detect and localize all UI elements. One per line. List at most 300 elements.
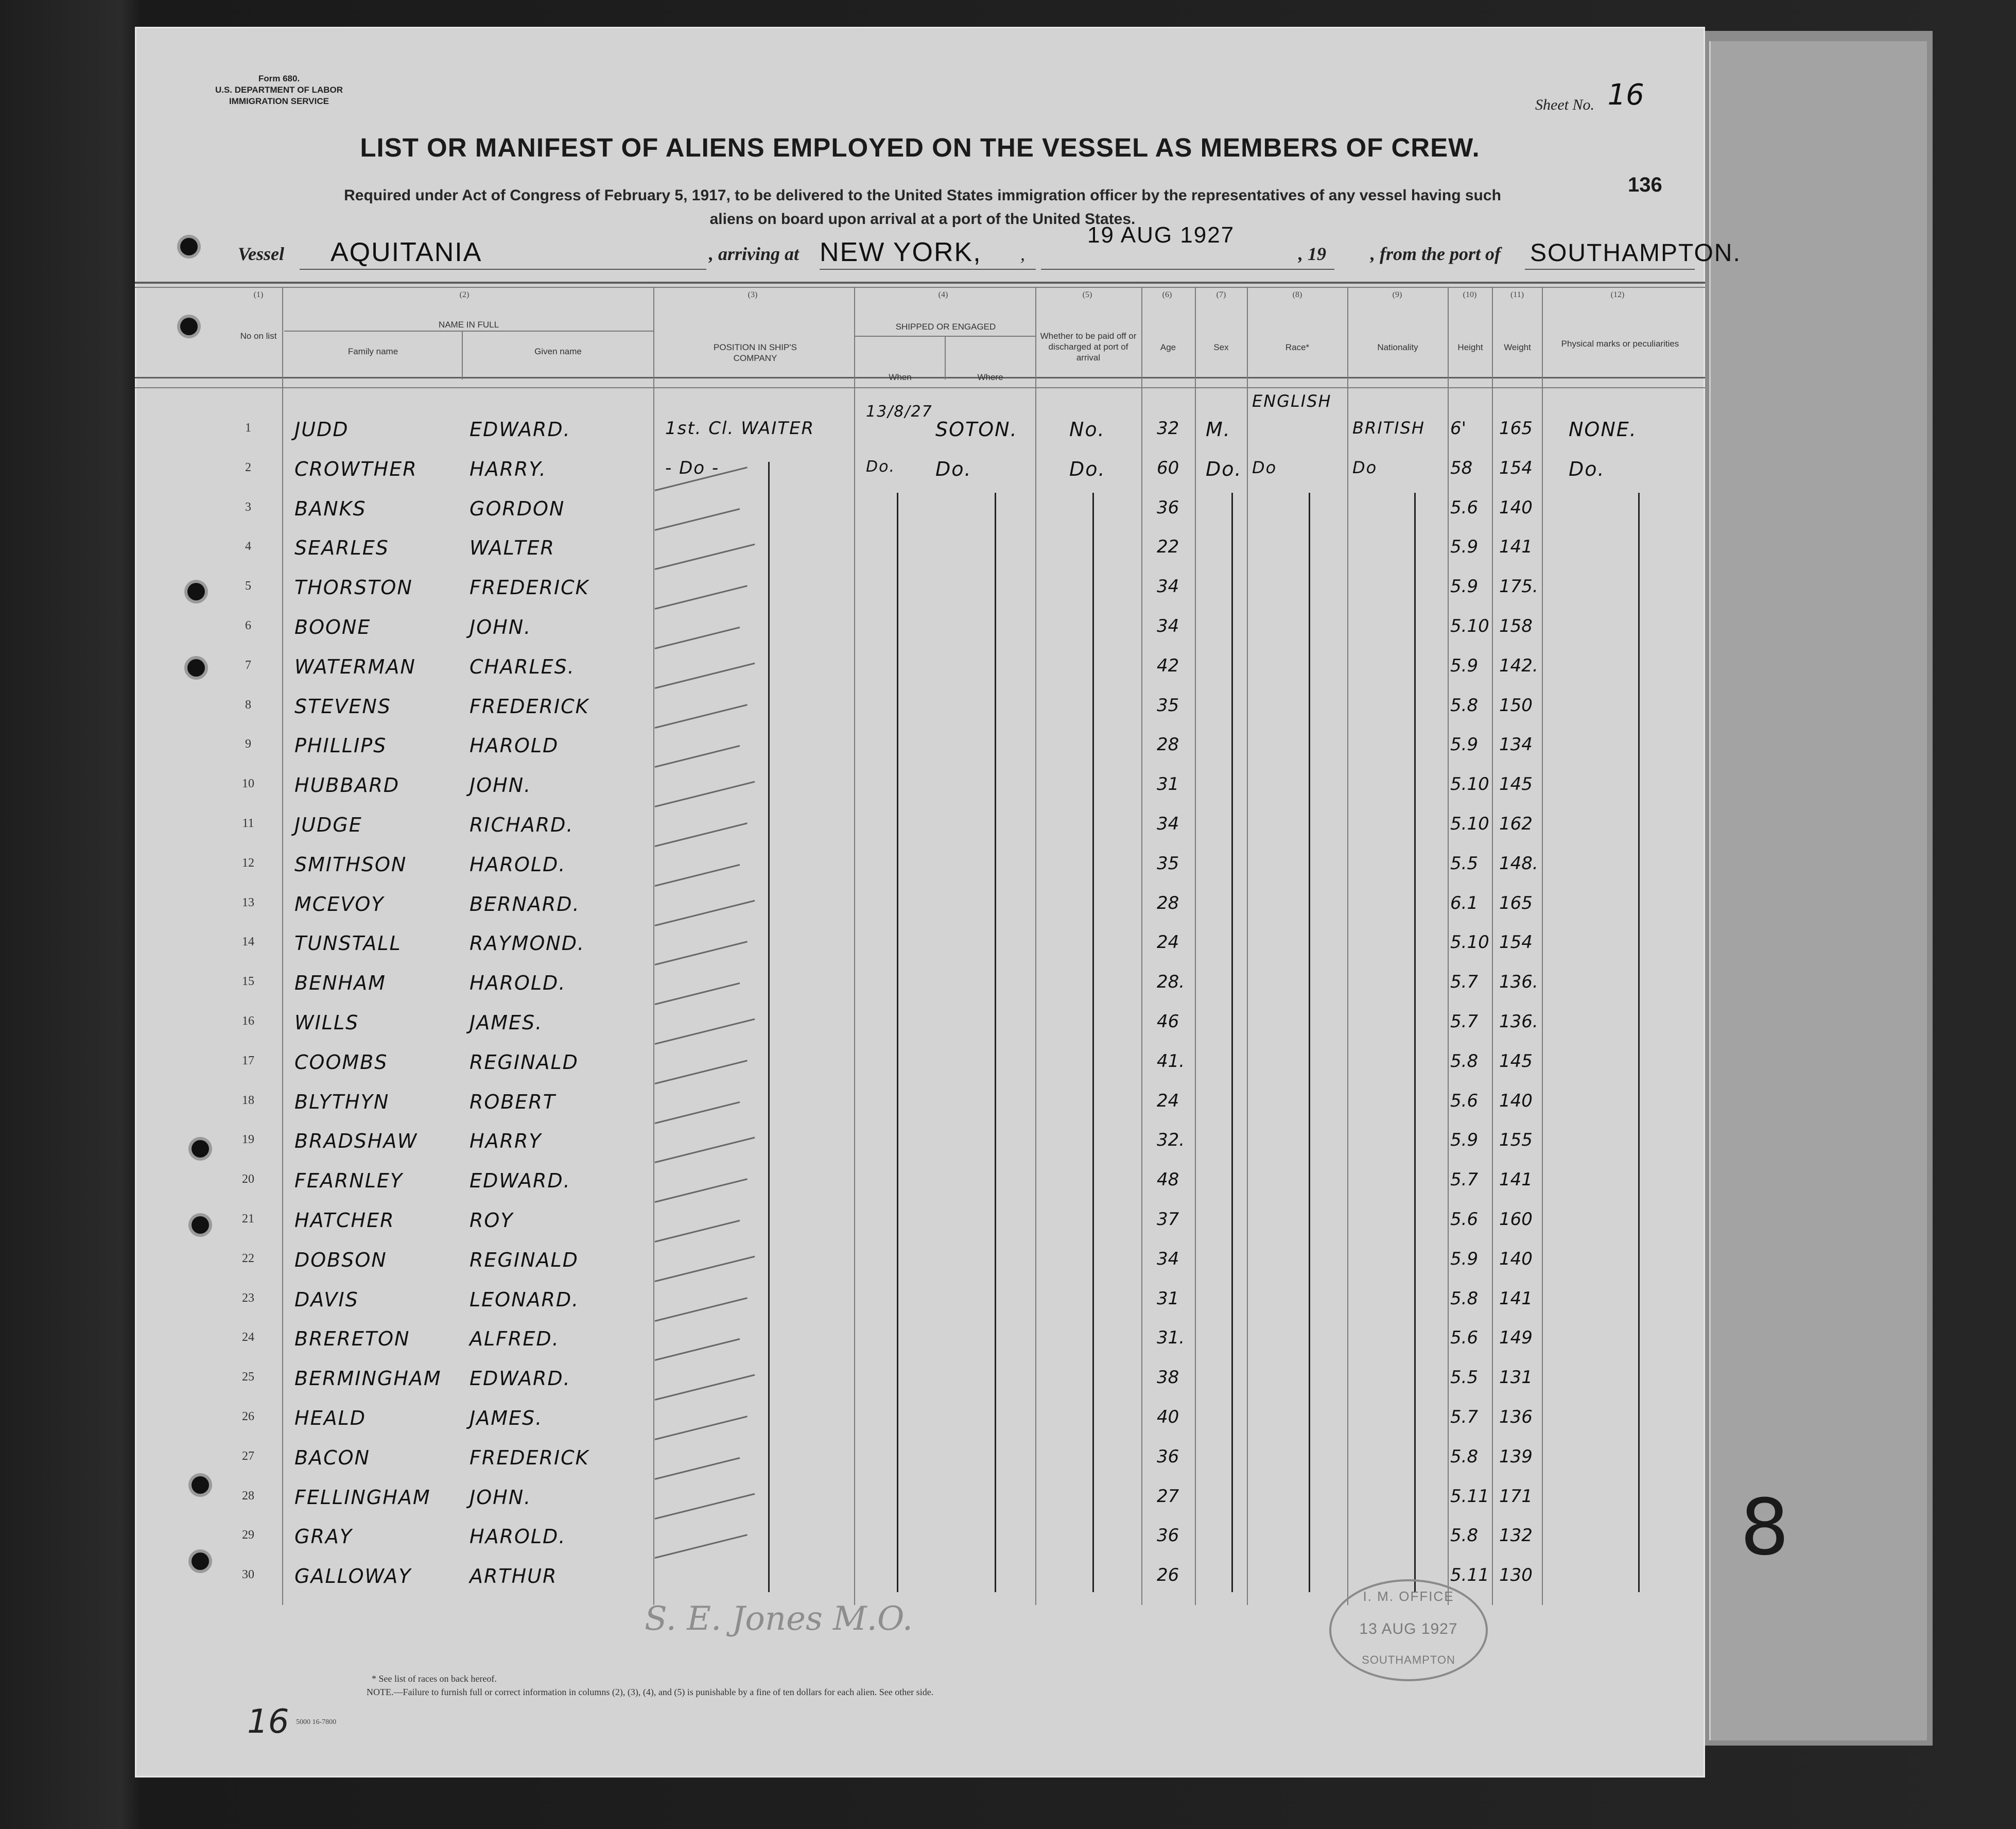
- colnum-3: (3): [748, 290, 758, 299]
- weight: 141: [1499, 537, 1533, 558]
- manifest-page: [135, 27, 1741, 1778]
- family-name: PHILLIPS: [294, 734, 387, 757]
- row-number: 4: [245, 540, 251, 554]
- weight: 140: [1499, 1090, 1533, 1111]
- age: 32: [1157, 418, 1179, 439]
- header-age: Age: [1160, 342, 1176, 352]
- weight: 136.: [1499, 972, 1538, 993]
- punch-hole: [187, 659, 205, 677]
- form-header-block: [197, 73, 361, 107]
- family-name: BRERETON: [294, 1327, 410, 1351]
- row-number: 25: [242, 1370, 254, 1384]
- given-name: HAROLD.: [470, 972, 566, 995]
- row-number: 28: [242, 1489, 254, 1503]
- paid-off: No.: [1069, 418, 1105, 441]
- family-name: FEARNLEY: [294, 1169, 404, 1193]
- vessel-name: AQUITANIA: [331, 237, 482, 267]
- page-stamp-number: 136: [1628, 174, 1662, 196]
- row-number: 5: [245, 579, 251, 593]
- age: 26: [1157, 1565, 1179, 1586]
- given-name: FREDERICK: [470, 695, 589, 718]
- header-paid-off: Whether to be paid off or discharged at port of arrival: [1040, 331, 1137, 363]
- age: 24: [1157, 1090, 1179, 1111]
- height: 5.5: [1450, 1367, 1479, 1388]
- family-name: WILLS: [294, 1011, 359, 1034]
- subtitle: [222, 184, 1623, 231]
- ditto-stroke: [655, 1338, 740, 1361]
- given-name: ROBERT: [470, 1090, 557, 1113]
- height: 5.9: [1450, 576, 1479, 597]
- age: 46: [1157, 1011, 1179, 1032]
- weight: 165: [1499, 418, 1533, 439]
- position: 1st. Cl. WAITER: [665, 418, 815, 439]
- age: 34: [1157, 814, 1179, 834]
- ditto-stroke: [655, 1534, 748, 1559]
- family-name: FELLINGHAM: [294, 1486, 431, 1509]
- nationality: Do: [1352, 457, 1378, 477]
- given-name: JAMES.: [470, 1011, 543, 1034]
- height: 5.11: [1450, 1486, 1489, 1507]
- ditto-stroke: [655, 982, 740, 1005]
- ditto-line-nationality: [1414, 493, 1416, 1592]
- height: 5.6: [1450, 1327, 1479, 1349]
- ditto-stroke: [655, 627, 740, 649]
- weight: 154: [1499, 457, 1533, 478]
- age: 28: [1157, 892, 1179, 913]
- weight: 136.: [1499, 1011, 1538, 1032]
- weight: 171: [1499, 1486, 1533, 1507]
- family-name: SEARLES: [294, 537, 389, 560]
- punch-hole: [192, 1216, 209, 1234]
- header-race: Race*: [1285, 342, 1310, 352]
- header-name-in-full: NAME IN FULL: [438, 320, 499, 330]
- age: 24: [1157, 932, 1179, 953]
- ditto-stroke: [655, 1019, 755, 1045]
- height: 5.9: [1450, 734, 1479, 755]
- subtitle-line-1: Required under Act of Congress of February 5, 1917, to be delivered to the United States immigration officer by the representatives of any vessel having such: [344, 187, 1501, 204]
- height: 5.9: [1450, 1248, 1479, 1269]
- row-number: 20: [242, 1172, 254, 1186]
- height: 5.10: [1450, 932, 1489, 953]
- given-name: EDWARD.: [470, 1367, 571, 1390]
- ditto-stroke: [655, 1255, 755, 1282]
- age: 31: [1157, 774, 1179, 795]
- immigration-office-stamp: [1329, 1579, 1488, 1681]
- weight: 145: [1499, 1050, 1533, 1072]
- ditto-line-marks: [1638, 493, 1640, 1592]
- header-shipped: SHIPPED OR ENGAGED: [895, 322, 996, 332]
- ditto-stroke: [655, 1220, 740, 1243]
- family-name: THORSTON: [294, 576, 413, 599]
- ditto-line-when: [897, 493, 898, 1592]
- age: 35: [1157, 695, 1179, 716]
- sex: Do.: [1206, 457, 1242, 480]
- given-name: HAROLD.: [470, 1525, 566, 1548]
- given-name: FREDERICK: [470, 1446, 589, 1469]
- age: 38: [1157, 1367, 1179, 1388]
- given-name: HARRY.: [470, 457, 547, 480]
- colnum-9: (9): [1392, 290, 1402, 299]
- colnum-4: (4): [938, 290, 948, 299]
- weight: 142.: [1499, 655, 1538, 676]
- family-name: HEALD: [294, 1407, 367, 1429]
- colnum-11: (11): [1510, 290, 1524, 299]
- row-number: 30: [242, 1568, 254, 1582]
- height: 5.11: [1450, 1565, 1489, 1586]
- given-name: FREDERICK: [470, 576, 589, 599]
- given-name: REGINALD: [470, 1050, 579, 1074]
- header-position: POSITION IN SHIP'S COMPANY: [714, 342, 797, 363]
- given-name: BERNARD.: [470, 892, 580, 916]
- races-note: * See list of races on back hereof.: [372, 1673, 497, 1684]
- row-number: 26: [242, 1410, 254, 1423]
- age: 42: [1157, 655, 1179, 676]
- arriving-port: NEW YORK,: [820, 237, 982, 267]
- given-name: REGINALD: [470, 1248, 579, 1271]
- ditto-stroke: [655, 781, 755, 807]
- weight: 175.: [1499, 576, 1538, 597]
- weight: 158: [1499, 616, 1533, 636]
- row-number: 12: [242, 856, 254, 870]
- ditto-stroke: [655, 1137, 755, 1163]
- height: 5.8: [1450, 1525, 1479, 1546]
- colnum-1: (1): [253, 290, 264, 299]
- row-number: 14: [242, 935, 254, 949]
- given-name: CHARLES.: [470, 655, 575, 678]
- row-number: 16: [242, 1014, 254, 1028]
- header-when: When: [889, 372, 912, 382]
- ditto-stroke: [655, 508, 740, 531]
- department: U.S. DEPARTMENT OF LABOR: [215, 85, 343, 95]
- side-mark: 8: [1740, 1483, 1789, 1573]
- family-name: JUDD: [294, 418, 349, 441]
- colnum-2: (2): [459, 290, 470, 299]
- family-name: STEVENS: [294, 695, 391, 718]
- height: 5.8: [1450, 695, 1479, 716]
- age: 36: [1157, 497, 1179, 518]
- age: 32.: [1157, 1130, 1185, 1151]
- row-number: 29: [242, 1528, 254, 1542]
- row-number: 18: [242, 1093, 254, 1107]
- given-name: WALTER: [470, 537, 555, 560]
- shipped-when: Do.: [866, 457, 895, 476]
- row-number: 23: [242, 1291, 254, 1305]
- footnote-block: [367, 1672, 933, 1699]
- age: 40: [1157, 1407, 1179, 1427]
- race: ENGLISH: [1252, 391, 1332, 411]
- form-number: Form 680.: [258, 74, 300, 83]
- weight: 140: [1499, 497, 1533, 518]
- colnum-6: (6): [1162, 290, 1172, 299]
- penalty-note: NOTE.—Failure to furnish full or correct information in columns (2), (3), (4), and (5) is punishable by a fine of ten dollars for each alien. See other side.: [367, 1687, 934, 1697]
- age: 48: [1157, 1169, 1179, 1190]
- row-number: 15: [242, 975, 254, 989]
- height: 5.8: [1450, 1050, 1479, 1072]
- height: 5.7: [1450, 972, 1479, 993]
- ditto-stroke: [655, 1101, 740, 1124]
- weight: 139: [1499, 1446, 1533, 1467]
- service: IMMIGRATION SERVICE: [229, 96, 329, 106]
- corner-number: 16: [247, 1703, 289, 1741]
- given-name: EDWARD.: [470, 418, 571, 441]
- sheet-label: Sheet No.: [1535, 96, 1594, 113]
- row-number: 10: [242, 777, 254, 791]
- row-number: 22: [242, 1251, 254, 1265]
- position: - Do -: [665, 457, 720, 478]
- age: 27: [1157, 1486, 1179, 1507]
- given-name: ROY: [470, 1209, 514, 1232]
- weight: 131: [1499, 1367, 1533, 1388]
- age: 41.: [1157, 1050, 1185, 1072]
- ditto-stroke: [655, 1297, 748, 1322]
- given-name: RAYMOND.: [470, 932, 585, 955]
- ditto-stroke: [655, 900, 755, 926]
- ditto-stroke: [655, 1457, 740, 1480]
- row-number: 13: [242, 895, 254, 909]
- header-height: Height: [1457, 342, 1483, 352]
- paid-off: Do.: [1069, 457, 1106, 480]
- weight: 141: [1499, 1288, 1533, 1309]
- stamp-bottom-text: SOUTHAMPTON: [1362, 1653, 1455, 1666]
- age: 60: [1157, 457, 1179, 478]
- row-number: 9: [245, 737, 251, 751]
- family-name: DAVIS: [294, 1288, 359, 1311]
- ditto-stroke: [655, 1416, 748, 1440]
- given-name: RICHARD.: [470, 814, 574, 836]
- ditto-line-sex: [1231, 493, 1233, 1592]
- row-number: 11: [242, 817, 254, 830]
- given-name: LEONARD.: [470, 1288, 580, 1311]
- family-name: TUNSTALL: [294, 932, 402, 955]
- ditto-stroke: [655, 1493, 755, 1519]
- weight: 165: [1499, 892, 1533, 913]
- weight: 162: [1499, 814, 1533, 834]
- height: 6.1: [1450, 892, 1479, 913]
- age: 34: [1157, 576, 1179, 597]
- age: 34: [1157, 1248, 1179, 1269]
- header-family-name: Family name: [347, 347, 398, 356]
- weight: 136: [1499, 1407, 1533, 1427]
- height: 5.7: [1450, 1169, 1479, 1190]
- row-number: 6: [245, 619, 251, 632]
- weight: 154: [1499, 932, 1533, 953]
- punch-hole: [192, 1552, 209, 1570]
- ditto-line-paid: [1092, 493, 1094, 1592]
- vessel-line: Vessel AQUITANIA , arriving at NEW YORK, 19 AUG 1927 , , 19 , from the port of SOUTHAMPTON.: [238, 243, 1700, 274]
- row-number: 27: [242, 1449, 254, 1463]
- age: 34: [1157, 616, 1179, 636]
- family-name: COOMBS: [294, 1050, 388, 1074]
- weight: 149: [1499, 1327, 1533, 1349]
- page-title: LIST OR MANIFEST OF ALIENS EMPLOYED ON THE VESSEL AS MEMBERS OF CREW.: [360, 133, 1480, 162]
- given-name: HAROLD: [470, 734, 559, 757]
- ditto-stroke: [655, 1060, 748, 1084]
- ditto-line-where: [995, 493, 996, 1592]
- shipped-when: 13/8/27: [866, 403, 933, 421]
- family-name: BLYTHYN: [294, 1090, 390, 1113]
- age: 31.: [1157, 1327, 1185, 1349]
- height: 58: [1450, 457, 1473, 478]
- from-port: SOUTHAMPTON.: [1530, 239, 1741, 267]
- row-number: 24: [242, 1331, 254, 1344]
- ditto-stroke: [655, 745, 740, 768]
- punch-hole: [180, 238, 198, 255]
- header-where: Where: [977, 372, 1003, 382]
- given-name: GORDON: [470, 497, 565, 520]
- height: 5.9: [1450, 537, 1479, 558]
- age: 36: [1157, 1525, 1179, 1546]
- weight: 160: [1499, 1209, 1533, 1230]
- colnum-7: (7): [1216, 290, 1226, 299]
- height: 5.7: [1450, 1407, 1479, 1427]
- given-name: JOHN.: [470, 774, 532, 797]
- colnum-12: (12): [1610, 290, 1625, 299]
- weight: 134: [1499, 734, 1533, 755]
- family-name: BENHAM: [294, 972, 386, 995]
- height: 6': [1450, 418, 1466, 439]
- header-nationality: Nationality: [1377, 342, 1418, 352]
- height: 5.9: [1450, 1130, 1479, 1151]
- height: 5.10: [1450, 814, 1489, 834]
- ditto-line-race: [1309, 493, 1310, 1592]
- family-name: JUDGE: [294, 814, 362, 836]
- shipped-where: SOTON.: [935, 418, 1018, 441]
- ditto-stroke: [655, 544, 755, 570]
- family-name: BERMINGHAM: [294, 1367, 442, 1390]
- ditto-stroke: [655, 822, 748, 847]
- family-name: BANKS: [294, 497, 367, 520]
- physical-marks: NONE.: [1569, 418, 1637, 441]
- row-number: 1: [245, 421, 251, 435]
- height: 5.6: [1450, 1090, 1479, 1111]
- weight: 145: [1499, 774, 1533, 795]
- row-number: 8: [245, 698, 251, 712]
- family-name: BOONE: [294, 616, 371, 639]
- punch-hole: [180, 318, 198, 335]
- table-top-border: [135, 282, 1705, 284]
- row-number: 21: [242, 1212, 254, 1226]
- age: 28: [1157, 734, 1179, 755]
- ditto-stroke: [655, 1374, 755, 1401]
- given-name: JOHN.: [470, 616, 532, 639]
- given-name: JOHN.: [470, 1486, 532, 1509]
- weight: 141: [1499, 1169, 1533, 1190]
- family-name: DOBSON: [294, 1248, 387, 1271]
- header-physical-marks: Physical marks or peculiarities: [1561, 339, 1679, 349]
- height: 5.6: [1450, 497, 1479, 518]
- sheet-number-block: [1535, 78, 1644, 117]
- height: 5.8: [1450, 1288, 1479, 1309]
- family-name: GALLOWAY: [294, 1565, 412, 1588]
- stamp-date: 13 AUG 1927: [1359, 1620, 1458, 1637]
- nationality: BRITISH: [1352, 418, 1425, 438]
- family-name: GRAY: [294, 1525, 353, 1548]
- height: 5.10: [1450, 774, 1489, 795]
- header-no-on-list: No on list: [240, 331, 277, 341]
- given-name: HAROLD.: [470, 853, 566, 876]
- family-name: HUBBARD: [294, 774, 400, 797]
- given-name: ALFRED.: [470, 1327, 560, 1351]
- family-name: WATERMAN: [294, 655, 416, 678]
- family-name: MCEVOY: [294, 892, 385, 916]
- row-number: 19: [242, 1133, 254, 1147]
- height: 5.7: [1450, 1011, 1479, 1032]
- weight: 140: [1499, 1248, 1533, 1269]
- punch-hole: [192, 1140, 209, 1158]
- punch-hole: [187, 583, 205, 600]
- family-name: BACON: [294, 1446, 370, 1469]
- arriving-label: , arriving at: [709, 244, 800, 264]
- row-number: 2: [245, 460, 251, 474]
- family-name: SMITHSON: [294, 853, 407, 876]
- stamp-top-text: I. M. OFFICE: [1363, 1589, 1454, 1604]
- race: Do: [1252, 457, 1277, 477]
- row-number: 3: [245, 500, 251, 514]
- weight: 148.: [1499, 853, 1538, 874]
- sex: M.: [1206, 418, 1231, 441]
- age: 37: [1157, 1209, 1179, 1230]
- given-name: JAMES.: [470, 1407, 543, 1429]
- physical-marks: Do.: [1569, 457, 1605, 480]
- family-name: CROWTHER: [294, 457, 418, 480]
- colnum-10: (10): [1463, 290, 1477, 299]
- ditto-stroke: [655, 585, 748, 610]
- weight: 132: [1499, 1525, 1533, 1546]
- given-name: ARTHUR: [470, 1565, 558, 1588]
- height: 5.8: [1450, 1446, 1479, 1467]
- ditto-stroke: [655, 864, 740, 887]
- age: 36: [1157, 1446, 1179, 1467]
- row-number: 7: [245, 658, 251, 672]
- given-name: EDWARD.: [470, 1169, 571, 1193]
- arrival-date: 19 AUG 1927: [1087, 222, 1235, 248]
- subtitle-line-2: aliens on board upon arrival at a port of the United States.: [709, 211, 1136, 228]
- row-number: 17: [242, 1054, 254, 1067]
- ditto-line-position: [768, 462, 770, 1592]
- weight: 150: [1499, 695, 1533, 716]
- family-name: HATCHER: [294, 1209, 395, 1232]
- given-name: HARRY: [470, 1130, 542, 1153]
- ditto-stroke: [655, 1178, 748, 1203]
- from-label: , from the port of: [1370, 244, 1501, 264]
- ditto-stroke: [655, 662, 755, 688]
- colnum-5: (5): [1082, 290, 1092, 299]
- age: 31: [1157, 1288, 1179, 1309]
- header-sex: Sex: [1213, 342, 1229, 352]
- height: 5.6: [1450, 1209, 1479, 1230]
- header-weight: Weight: [1504, 342, 1531, 352]
- ditto-stroke: [655, 704, 748, 729]
- punch-hole: [192, 1476, 209, 1494]
- ditto-stroke: [655, 941, 748, 966]
- age: 28.: [1157, 972, 1185, 993]
- family-name: BRADSHAW: [294, 1130, 418, 1153]
- weight: 130: [1499, 1565, 1533, 1586]
- header-given-name: Given name: [534, 347, 582, 356]
- age: 22: [1157, 537, 1179, 558]
- colnum-8: (8): [1292, 290, 1302, 299]
- height: 5.9: [1450, 655, 1479, 676]
- print-code: 5000 16-7800: [296, 1718, 337, 1726]
- age: 35: [1157, 853, 1179, 874]
- vessel-label: Vessel: [238, 244, 284, 264]
- year-label: , 19: [1298, 244, 1326, 264]
- height: 5.5: [1450, 853, 1479, 874]
- shipped-where: Do.: [935, 457, 972, 480]
- weight: 155: [1499, 1130, 1533, 1151]
- signature: S. E. Jones M.O.: [645, 1600, 913, 1638]
- height: 5.10: [1450, 616, 1489, 636]
